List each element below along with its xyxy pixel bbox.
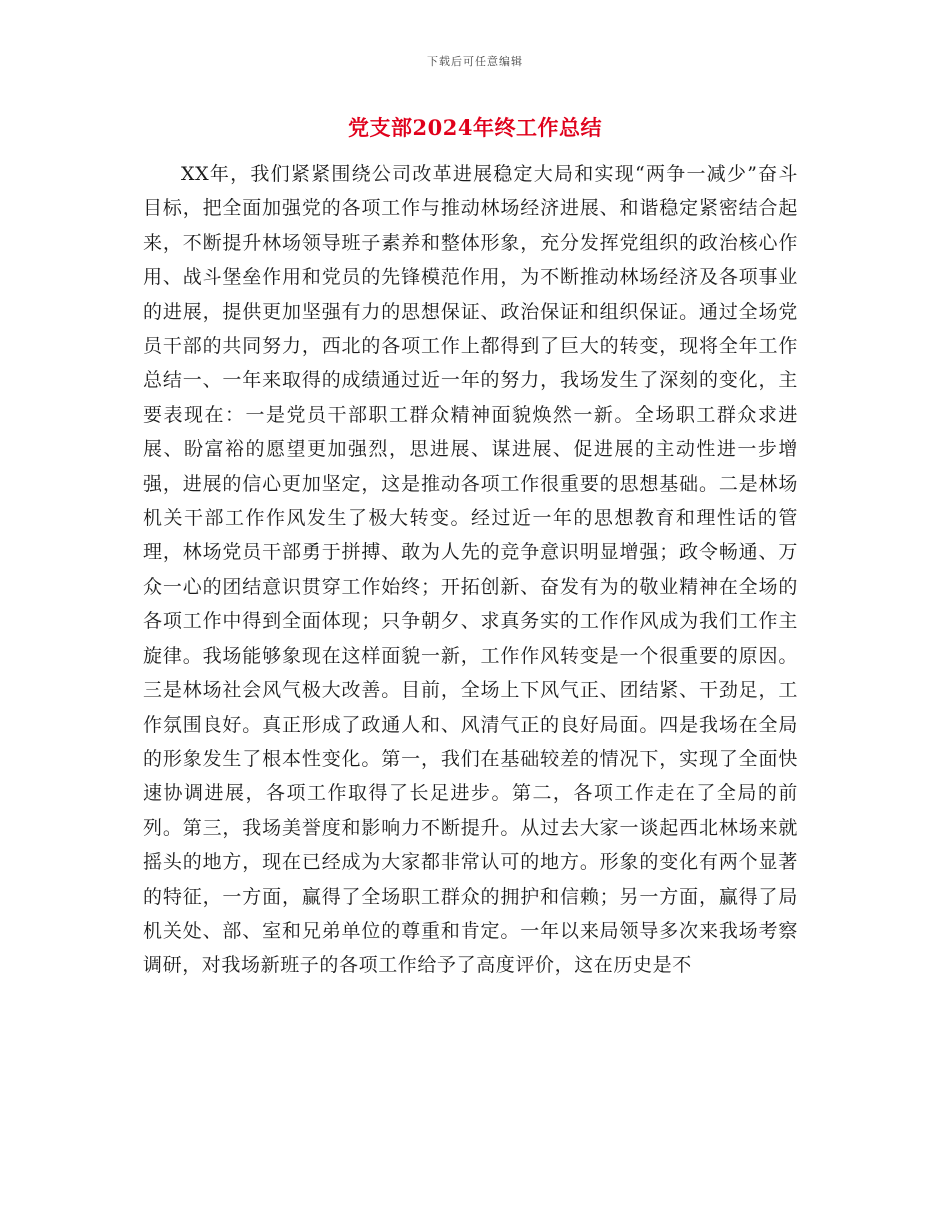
page-header-note: 下载后可任意编辑 [427, 55, 523, 68]
document-title: 党支部2024年终工作总结 [348, 115, 602, 140]
body-paragraph: XX年，我们紧紧围绕公司改革进展稳定大局和实现“两争一减少”奋斗目标，把全面加强党的各项工作与推动林场经济进展、和谐稳定紧密结合起来，不断提升林场领导班子素养和整体形象，充分发挥党组织的政治核心作用、战斗堡垒作用和党员的先锋模范作用，为不断推动林场经济及各项事业的进展，提供更加坚强有力的思想保证、政治保证和组织保证。通过全场党员干部的共同努力，西北的各项工作上都得到了巨大的转变，现将全年工作总结一、一年来取得的成绩通过近一年的努力，我场发生了深刻的变化，主要表现在：一是党员干部职工群众精神面貌焕然一新。全场职工群众求进展、盼富裕的愿望更加强烈，思进展、谋进展、促进展的主动性进一步增强，进展的信心更加坚定，这是推动各项工作很重要的思想基础。二是林场机关干部工作作风发生了极大转变。经过近一年的思想教育和理性话的管理，林场党员干部勇于拼搏、敢为人先的竞争意识明显增强；政令畅通、万众一心的团结意识贯穿工作始终；开拓创新、奋发有为的敬业精神在全场的各项工作中得到全面体现；只争朝夕、求真务实的工作作风成为我们工作主旋律。我场能够象现在这样面貌一新，工作作风转变是一个很重要的原因。三是林场社会风气极大改善。目前，全场上下风气正、团结紧、干劲足，工作氛围良好。真正形成了政通人和、风清气正的良好局面。四是我场在全局的形象发生了根本性变化。第一，我们在基础较差的情况下，实现了全面快速协调进展，各项工作取得了长足进步。第二，各项工作走在了全局的前列。第三，我场美誉度和影响力不断提升。从过去大家一谈起西北林场来就摇头的地方，现在已经成为大家都非常认可的地方。形象的变化有两个显著的特征，一方面，赢得了全场职工群众的拥护和信赖；另一方面，赢得了局机关处、部、室和兄弟单位的尊重和肯定。一年以来局领导多次来我场考察调研，对我场新班子的各项工作给予了高度评价，这在历史是不 [143, 163, 798, 977]
